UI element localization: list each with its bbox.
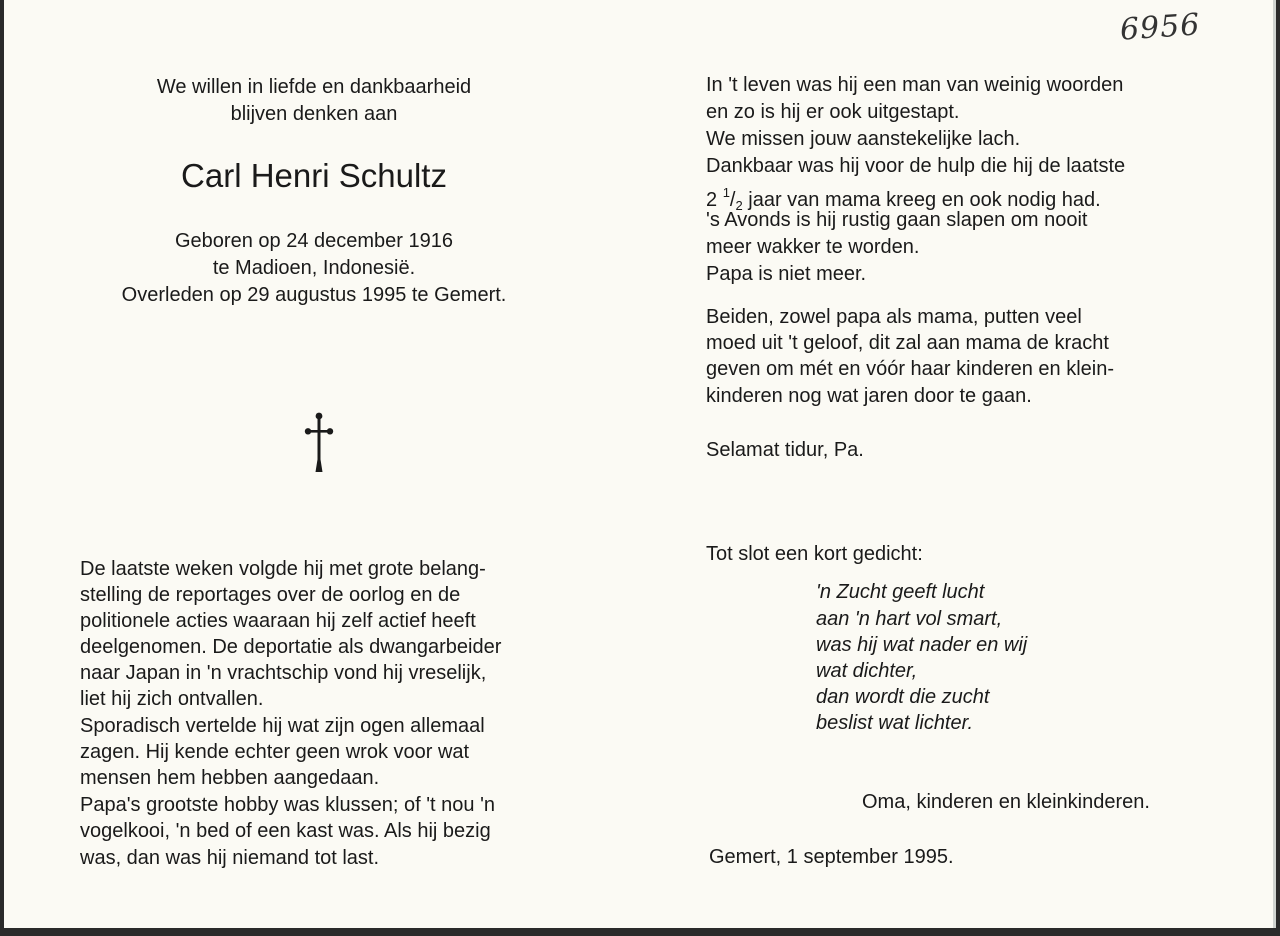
story-line: stelling de reportages over de oorlog en de: [80, 584, 461, 606]
poem-line: aan 'n hart vol smart,: [816, 608, 1003, 630]
story-line: Sporadisch vertelde hij wat zijn ogen allemaal: [80, 715, 485, 737]
story-line: mensen hem hebben aangedaan.: [80, 767, 380, 789]
fraction-denominator: 2: [735, 198, 743, 213]
birthplace-line: te Madioen, Indonesië.: [212, 257, 416, 279]
story-line: deelgenomen. De deportatie als dwangarbeider: [80, 636, 502, 658]
story-line: zagen. Hij kende echter geen wrok voor wat: [80, 741, 470, 763]
story-line: vogelkooi, 'n bed of een kast was. Als hij bezig: [80, 820, 491, 842]
remembrance-line: In 't leven was hij een man van weinig woorden: [706, 74, 1124, 96]
death-line: Overleden op 29 augustus 1995 te Gemert.: [121, 284, 507, 306]
poem-line: 'n Zucht geeft lucht: [816, 581, 985, 603]
faith-line: Beiden, zowel papa als mama, putten veel: [706, 306, 1082, 328]
faith-line: kinderen nog wat jaren door te gaan.: [706, 385, 1032, 407]
deceased-name: Carl Henri Schultz: [181, 157, 447, 194]
story-line: Papa's grootste hobby was klussen; of 't nou 'n: [80, 794, 496, 816]
signature: Oma, kinderen en kleinkinderen.: [862, 791, 1150, 813]
fraction-rest: jaar van mama kreeg en ook nodig had.: [742, 189, 1101, 211]
fraction-numerator: 1: [722, 185, 730, 200]
remembrance-line: 's Avonds is hij rustig gaan slapen om nooit: [706, 209, 1088, 231]
story-line: naar Japan in 'n vrachtschip vond hij vreselijk,: [80, 662, 487, 684]
poem-line: was hij wat nader en wij: [816, 634, 1028, 656]
faith-line: moed uit 't geloof, dit zal aan mama de kracht: [706, 332, 1109, 354]
place-date: Gemert, 1 september 1995.: [709, 846, 954, 868]
handwritten-archive-number: 6956: [1118, 7, 1202, 48]
intro-line-1: We willen in liefde en dankbaarheid: [156, 76, 472, 98]
story-line: De laatste weken volgde hij met grote belang-: [80, 558, 486, 580]
remembrance-line: Papa is niet meer.: [706, 263, 867, 285]
poem-intro: Tot slot een kort gedicht:: [706, 543, 923, 565]
poem-line: beslist wat lichter.: [816, 712, 974, 734]
intro-line-2: blijven denken aan: [230, 103, 398, 125]
remembrance-line: en zo is hij er ook uitgestapt.: [706, 101, 960, 123]
remembrance-line: Dankbaar was hij voor de hulp die hij de laatste: [706, 155, 1126, 177]
poem-line: wat dichter,: [816, 660, 918, 682]
poem-line: dan wordt die zucht: [816, 686, 990, 708]
farewell-line: Selamat tidur, Pa.: [706, 439, 864, 461]
birth-line: Geboren op 24 december 1916: [175, 230, 453, 252]
faith-line: geven om mét en vóór haar kinderen en klein-: [706, 358, 1115, 380]
remembrance-line: meer wakker te worden.: [706, 236, 920, 258]
story-line: liet hij zich ontvallen.: [80, 688, 264, 710]
fraction-whole: 2: [706, 189, 718, 211]
fraction-slash: /: [729, 189, 736, 211]
story-line: was, dan was hij niemand tot last.: [80, 847, 380, 869]
memorial-card: [4, 0, 1276, 928]
cross-icon: [304, 412, 334, 474]
remembrance-line: We missen jouw aanstekelijke lach.: [706, 128, 1021, 150]
story-line: politionele acties waaraan hij zelf actief heeft: [80, 610, 476, 632]
